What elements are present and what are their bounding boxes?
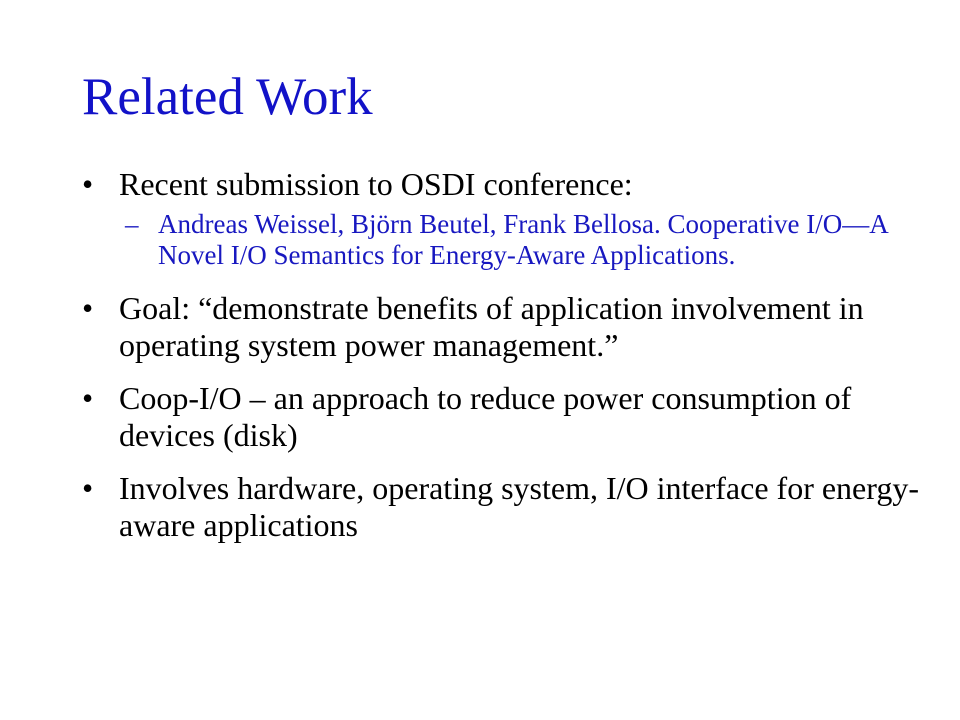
bullet-marker: • [82,166,94,202]
bullet-text: Recent submission to OSDI conference: [119,166,633,202]
sub-bullet-marker: – [125,209,139,239]
bullet-list [82,166,922,544]
bullet-marker: • [82,380,94,416]
bullet-marker: • [82,470,94,506]
slide-title: Related Work [82,68,373,126]
sub-bullet-item [125,209,922,271]
bullet-item [82,470,922,544]
bullet-item [82,380,922,454]
bullet-text: Involves hardware, operating system, I/O interface for energy-aware applications [119,470,919,543]
bullet-marker: • [82,290,94,326]
bullet-item [82,166,922,203]
bullet-text: Goal: “demonstrate benefits of application involvement in operating system power management.” [119,290,864,363]
sub-bullet-text: Andreas Weissel, Björn Beutel, Frank Bellosa. Cooperative I/O—A Novel I/O Semantics for Energy-Aware Applications. [158,209,888,270]
bullet-item [82,290,922,364]
bullet-text: Coop-I/O – an approach to reduce power consumption of devices (disk) [119,380,852,453]
